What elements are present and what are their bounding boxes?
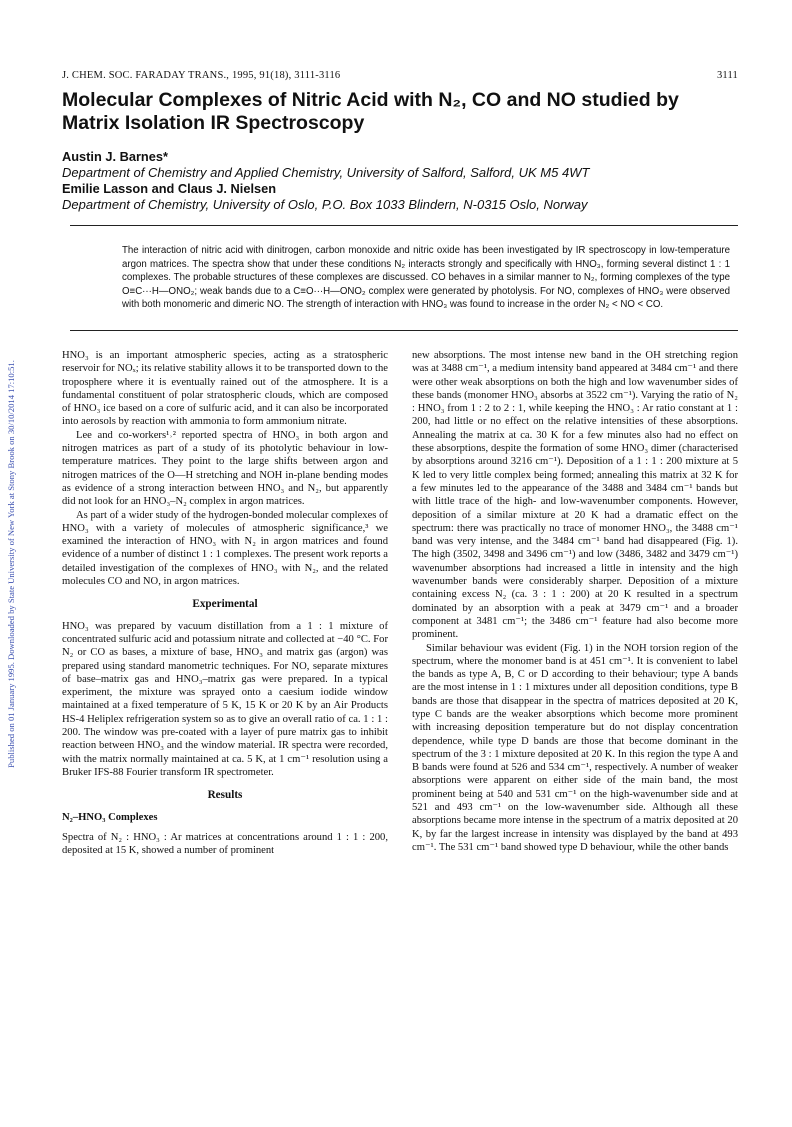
paragraph: Lee and co-workers¹˒² reported spectra of HNO₃ in both argon and nitrogen matrices as part of a study of its photolytic behaviour in low-temperature matrices. They point to the large shifts between argon and nitrogen matrices of the O—H stretching and NOH in-plane bending modes as evidence of a strong interaction between HNO₃ and N₂, but apparently did not look for an HNO₃–N₂ complex in argon matrices. [62,429,388,508]
paragraph: HNO₃ is an important atmospheric species, acting as a stratospheric reservoir for NOₓ; its relative stability allows it to be transported down to the troposphere where it is eventually rained out of the atmosphere. It is a fundamental constituent of polar stratospheric clouds, which are composed of HNO₃ ice based on a core of sulfuric acid, and it can also be incorporated into aerosols by reaction with ammonia to form ammonium nitrate. [62,349,388,428]
author-affiliation: Department of Chemistry, University of Oslo, P.O. Box 1033 Blindern, N-0315 Oslo, Norway [62,197,588,212]
section-heading: Experimental [192,598,258,611]
paragraph: HNO₃ was prepared by vacuum distillation from a 1 : 1 mixture of concentrated sulfuric acid and potassium nitrate and collected at −40 °C. For N₂ or CO as bases, a mixture of base, HNO₃ and matrix gas (argon) was prepared using standard manometric techniques. For NO, separate mixtures of base–matrix gas and HNO₃–matrix gas were prepared. In a typical experiment, the mixture was sprayed onto a caesium iodide window maintained at a fixed temperature of 5 K, 15 K or 20 K by an Air Products HS-4 Heliplex refrigeration system so as to give an overall ratio of ca. 1 : 1 : 200. The window was pre-coated with a layer of pure matrix gas to inhibit reaction between HNO₃ and the window material. IR spectra were recorded, with the matrix normally maintained at ca. 5 K, at 1 cm⁻¹ resolution using a Bruker IFS-88 Fourier transform IR spectrometer. [62,620,388,778]
abstract: The interaction of nitric acid with dinitrogen, carbon monoxide and nitric oxide has been investigated by IR spectroscopy in low-temperature argon matrices. The spectra show that under these conditions N₂ interacts strongly and specifically with HNO₃, forming several distinct 1 : 1 complexes. The probable structures of these complexes are discussed. CO behaves in a similar manner to N₂, forming complexes of the type O≡C···H—ONO₂; weak bands due to a C≡O···H—ONO₂ complex were generated by photolysis. For NO, complexes of HNO₃ were observed with both monomeric and dimeric NO. The strength of interaction with HNO₃ was found to increase in the order N₂ < NO < CO. [122,245,730,311]
left-column [62,349,388,857]
body-columns [62,349,738,857]
top-divider [70,225,738,226]
download-stamp-text: Published on 01 January 1995. Downloaded by State University of New York at Stony Brook on 30/10/2014 17:10:51. [6,359,16,768]
download-stamp [2,0,20,1127]
right-column [412,349,738,857]
bottom-divider [70,330,738,331]
journal-citation: J. CHEM. SOC. FARADAY TRANS., 1995, 91(18), 3111-3116 [62,70,341,81]
author-affiliation: Department of Chemistry and Applied Chemistry, University of Salford, Salford, UK M5 4WT [62,165,590,180]
paragraph: Similar behaviour was evident (Fig. 1) in the NOH torsion region of the spectrum, where the monomer band is at 451 cm⁻¹. It is convenient to label the bands as type A, B, C or D according to their behaviour; type A bands are the most intense in 1 : 1 mixtures under all deposition conditions, type B bands are those that disappear in the spectra of matrices deposited at 20 K, type C bands are the weaker absorptions which become more prominent with increasing deposition temperature but do not display concentration dependence, while type D bands are those that become dominant in the spectrum of the 3 : 1 mixture deposited at 20 K. In this region the type A and B bands were found at 526 and 534 cm⁻¹, respectively. A number of weaker absorptions were apparent on either side of the main band, the most prominent being at 540 and 531 cm⁻¹ on the high-wavenumber side and at 521 and 493 cm⁻¹ on the low-wavenumber side. Although all these absorptions became more intense in the spectrum of a matrix deposited at 20 K, by far the largest increase in intensity was displayed by the band at 493 cm⁻¹. The 531 cm⁻¹ band showed type D behaviour, while the other bands [412,642,738,853]
section-heading: Results [207,789,243,802]
author-block [62,149,738,213]
paragraph: Spectra of N₂ : HNO₃ : Ar matrices at concentrations around 1 : 1 : 200, deposited at 15 K, showed a number of prominent [62,831,388,857]
author-names: Austin J. Barnes* [62,149,168,164]
author-names: Emilie Lasson and Claus J. Nielsen [62,181,277,196]
paragraph: As part of a wider study of the hydrogen-bonded molecular complexes of HNO₃ with a variety of molecules of atmospheric significance,³ we examined the interaction of HNO₃ with N₂ in argon matrices and found evidence of a number of distinct 1 : 1 complexes. The present work reports a detailed investigation of the complexes of HNO₃ with N₂, and the related molecules CO and NO, in argon matrices. [62,509,388,588]
article-title: Molecular Complexes of Nitric Acid with N₂, CO and NO studied by Matrix Isolation IR Spectroscopy [62,89,679,134]
subsection-heading: N₂–HNO₃ Complexes [62,812,158,824]
page-number: 3111 [716,70,738,81]
paragraph: new absorptions. The most intense new band in the OH stretching region was at 3488 cm⁻¹, a medium intensity band appeared at 3484 cm⁻¹ and there were other weak absorptions on both the high and low wavenumber sides of these bands (monomer HNO₃ absorbs at 3522 cm⁻¹). Varying the ratio of N₂ : HNO₃ from 1 : 2 to 2 : 1, while keeping the HNO₃ : Ar ratio constant at 1 : 200, had little or no effect on the relative intensities of these absorptions. Annealing the matrix at ca. 30 K for a few minutes also had no effect on these absorptions, despite the formation of some HNO₃ dimer (characterised by absorptions around 3216 cm⁻¹). Deposition of a 1 : 1 : 200 mixture at 5 K led to very little complex being formed; annealing this matrix at 32 K for a few minutes led to the appearance of the 3488 and 3484 cm⁻¹ bands but with little trace of the high- and low-wavenumber components. However, deposition of a similar mixture at 20 K had a dramatic effect on the spectrum: there was practically no trace of monomer HNO₃, the 3488 cm⁻¹ band was very intense, and the 3484 cm⁻¹ band had disappeared (Fig. 1). The high (3502, 3498 and 3496 cm⁻¹) and low (3486, 3482 and 3479 cm⁻¹) wavenumber absorptions had increased a little in intensity and the high wavenumber bands were considerably sharper. Deposition of a mixture containing excess N₂ (ca. 3 : 1 : 200) at 20 K resulted in a spectrum dominated by an absorption with a peak at 3479 cm⁻¹ and a broader component at 3481 cm⁻¹; the 3486 cm⁻¹ feature had also become more prominent. [412,349,738,641]
article-page [62,70,738,857]
running-header [62,70,738,81]
